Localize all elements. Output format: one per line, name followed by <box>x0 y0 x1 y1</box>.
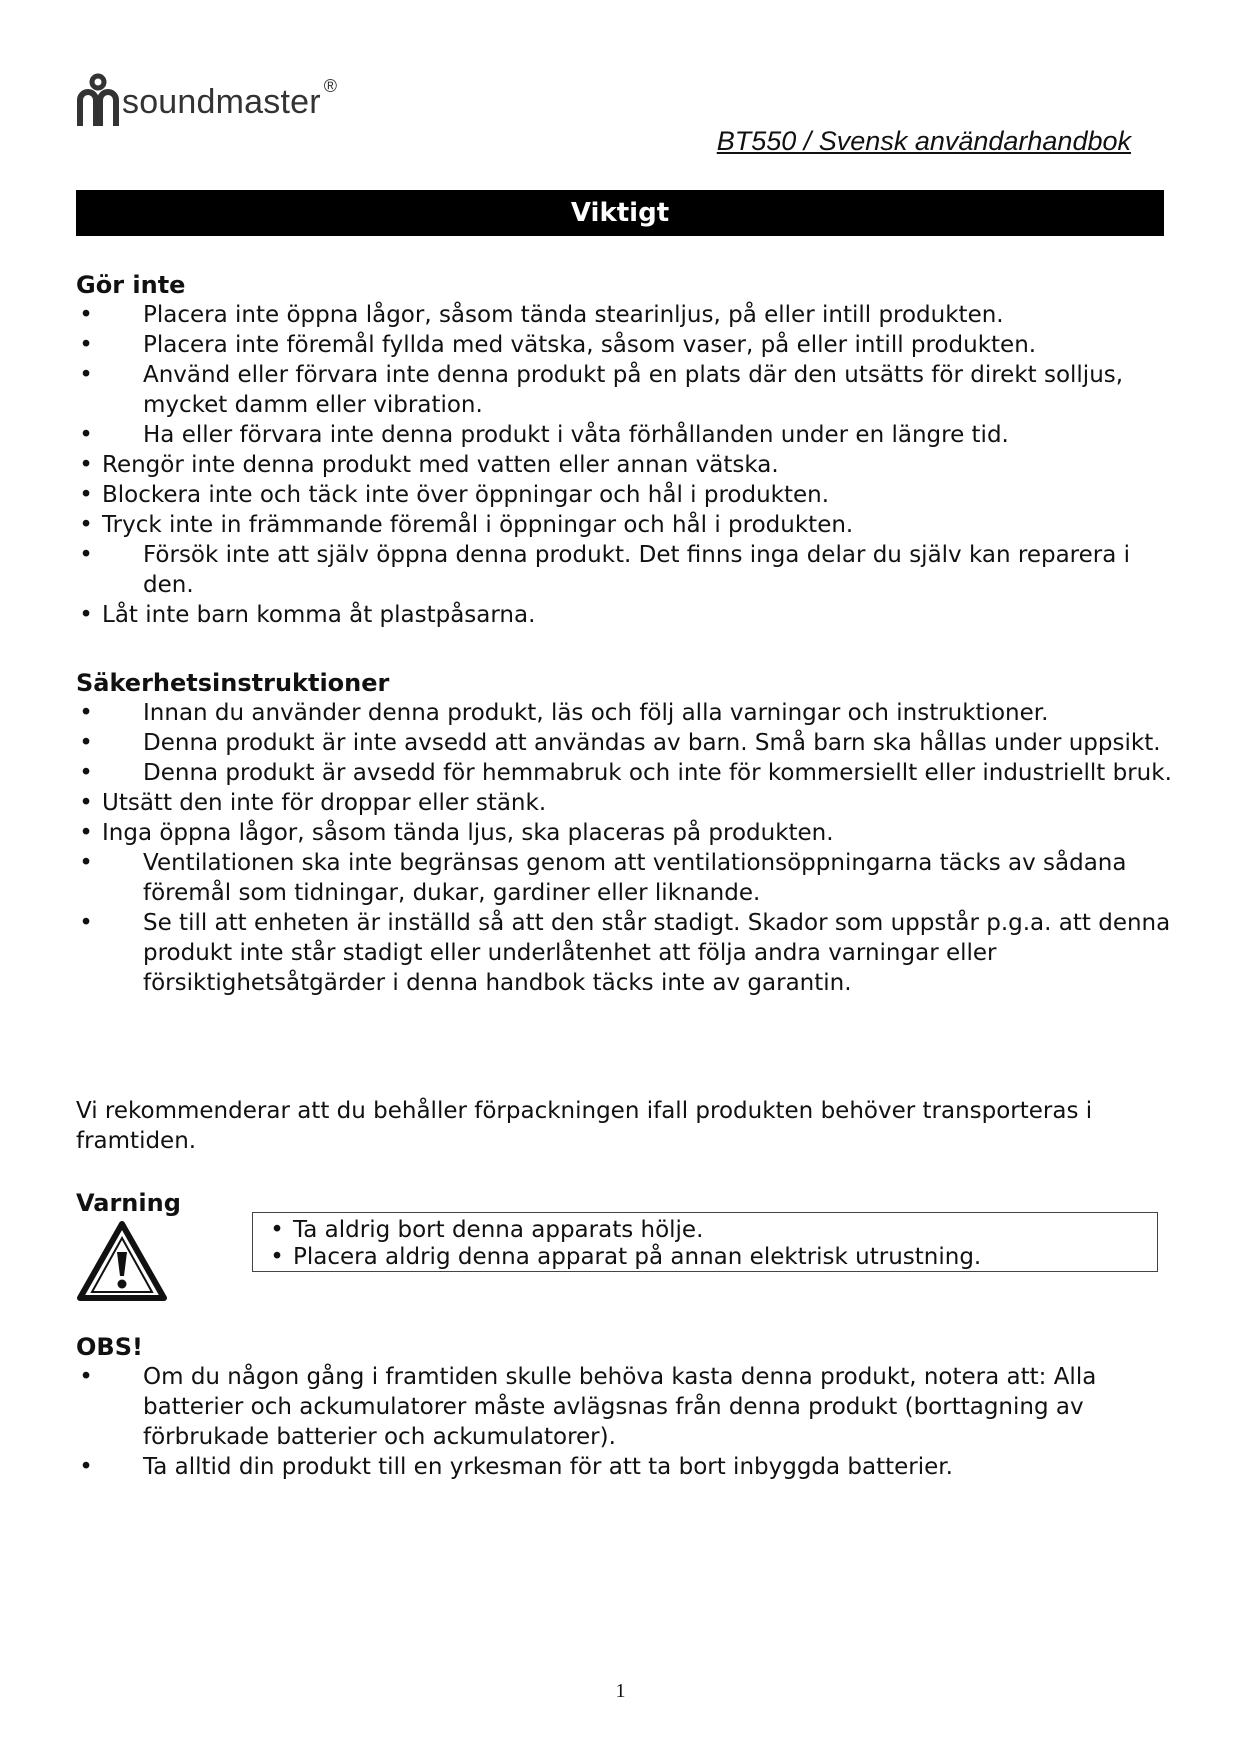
list-item: • Inga öppna lågor, såsom tända ljus, ska placeras på produkten. <box>76 818 1176 848</box>
banner-title: Viktigt <box>570 198 670 228</box>
bullet: • <box>79 820 93 846</box>
section-recommendation <box>76 1096 1176 1156</box>
heading-obs: OBS! <box>76 1333 143 1361</box>
bullet: • <box>270 1217 284 1243</box>
list-obs <box>76 1362 1176 1482</box>
registered-mark: ® <box>323 75 338 96</box>
list-sakerhet <box>76 698 1176 998</box>
heading-sakerhet: Säkerhetsinstruktioner <box>76 669 390 697</box>
bullet: • <box>79 730 93 756</box>
list-gor-inte <box>76 300 1176 630</box>
list-item: • Innan du använder denna produkt, läs och följ alla varningar och instruktioner. <box>76 698 1176 728</box>
section-obs <box>76 1332 1176 1482</box>
list-item: • Utsätt den inte för droppar eller stänk. <box>76 788 1176 818</box>
bullet: • <box>79 542 93 568</box>
list-item: • Rengör inte denna produkt med vatten eller annan vätska. <box>76 450 1176 480</box>
bullet: • <box>79 910 93 936</box>
heading-gor-inte: Gör inte <box>76 271 186 299</box>
warning-triangle-icon <box>76 1220 168 1302</box>
section-banner <box>76 190 1164 236</box>
bullet: • <box>79 512 93 538</box>
list-item: • Se till att enheten är inställd så att den står stadigt. Skador som uppstår p.g.a. att denna produkt inte står stadigt eller underlåtenhet att följa andra varningar eller försiktighetsåtgärder i denna handbok täcks inte av garantin. <box>76 908 1176 998</box>
list-varning <box>267 1217 1157 1271</box>
warning-box <box>252 1212 1158 1272</box>
list-item: • Ta alltid din produkt till en yrkesman för att ta bort inbyggda batterier. <box>76 1452 1176 1482</box>
list-item: • Ventilationen ska inte begränsas genom att ventilationsöppningarna täcks av sådana föremål som tidningar, dukar, gardiner eller liknande. <box>76 848 1176 908</box>
list-item: • Ta aldrig bort denna apparats hölje. <box>267 1217 1157 1244</box>
brand-name: soundmaster <box>122 82 321 121</box>
bullet: • <box>79 422 93 448</box>
list-item: • Blockera inte och täck inte över öppningar och hål i produkten. <box>76 480 1176 510</box>
list-item: • Placera inte föremål fyllda med vätska, såsom vaser, på eller intill produkten. <box>76 330 1176 360</box>
bullet: • <box>79 790 93 816</box>
bullet: • <box>79 332 93 358</box>
section-gor-inte <box>76 270 1176 630</box>
recommendation-text: Vi rekommenderar att du behåller förpackningen ifall produkten behöver transporteras i framtiden. <box>76 1098 1093 1154</box>
bullet: • <box>79 760 93 786</box>
list-item: • Tryck inte in främmande föremål i öppningar och hål i produkten. <box>76 510 1176 540</box>
list-item: • Placera aldrig denna apparat på annan elektrisk utrustning. <box>267 1244 1157 1271</box>
list-item: • Om du någon gång i framtiden skulle behöva kasta denna produkt, notera att: Alla batterier och ackumulatorer måste avlägsnas från denna produkt (borttagning av förbrukade batterier och ackumulatorer). <box>76 1362 1176 1452</box>
bullet: • <box>270 1244 284 1270</box>
brand-logo <box>76 72 337 128</box>
list-item: • Använd eller förvara inte denna produkt på en plats där den utsätts för direkt solljus, mycket damm eller vibration. <box>76 360 1176 420</box>
bullet: • <box>79 362 93 388</box>
list-item: • Försök inte att själv öppna denna produkt. Det finns inga delar du själv kan reparera i den. <box>76 540 1176 600</box>
bullet: • <box>79 700 93 726</box>
list-item: • Denna produkt är avsedd för hemmabruk och inte för kommersiellt eller industriellt bruk. <box>76 758 1176 788</box>
bullet: • <box>79 452 93 478</box>
section-sakerhet <box>76 668 1176 998</box>
list-item: • Placera inte öppna lågor, såsom tända stearinljus, på eller intill produkten. <box>76 300 1176 330</box>
bullet: • <box>79 602 93 628</box>
document-title: BT550 / Svensk användarhandbok <box>716 126 1131 156</box>
heading-varning: Varning <box>76 1189 181 1217</box>
soundmaster-logo-icon <box>76 72 120 128</box>
list-item: • Ha eller förvara inte denna produkt i våta förhållanden under en längre tid. <box>76 420 1176 450</box>
list-item: • Låt inte barn komma åt plastpåsarna. <box>76 600 1176 630</box>
bullet: • <box>79 1454 93 1480</box>
bullet: • <box>79 302 93 328</box>
bullet: • <box>79 1364 93 1390</box>
list-item: • Denna produkt är inte avsedd att användas av barn. Små barn ska hållas under uppsikt. <box>76 728 1176 758</box>
bullet: • <box>79 482 93 508</box>
bullet: • <box>79 850 93 876</box>
page-number: 1 <box>615 1680 626 1702</box>
